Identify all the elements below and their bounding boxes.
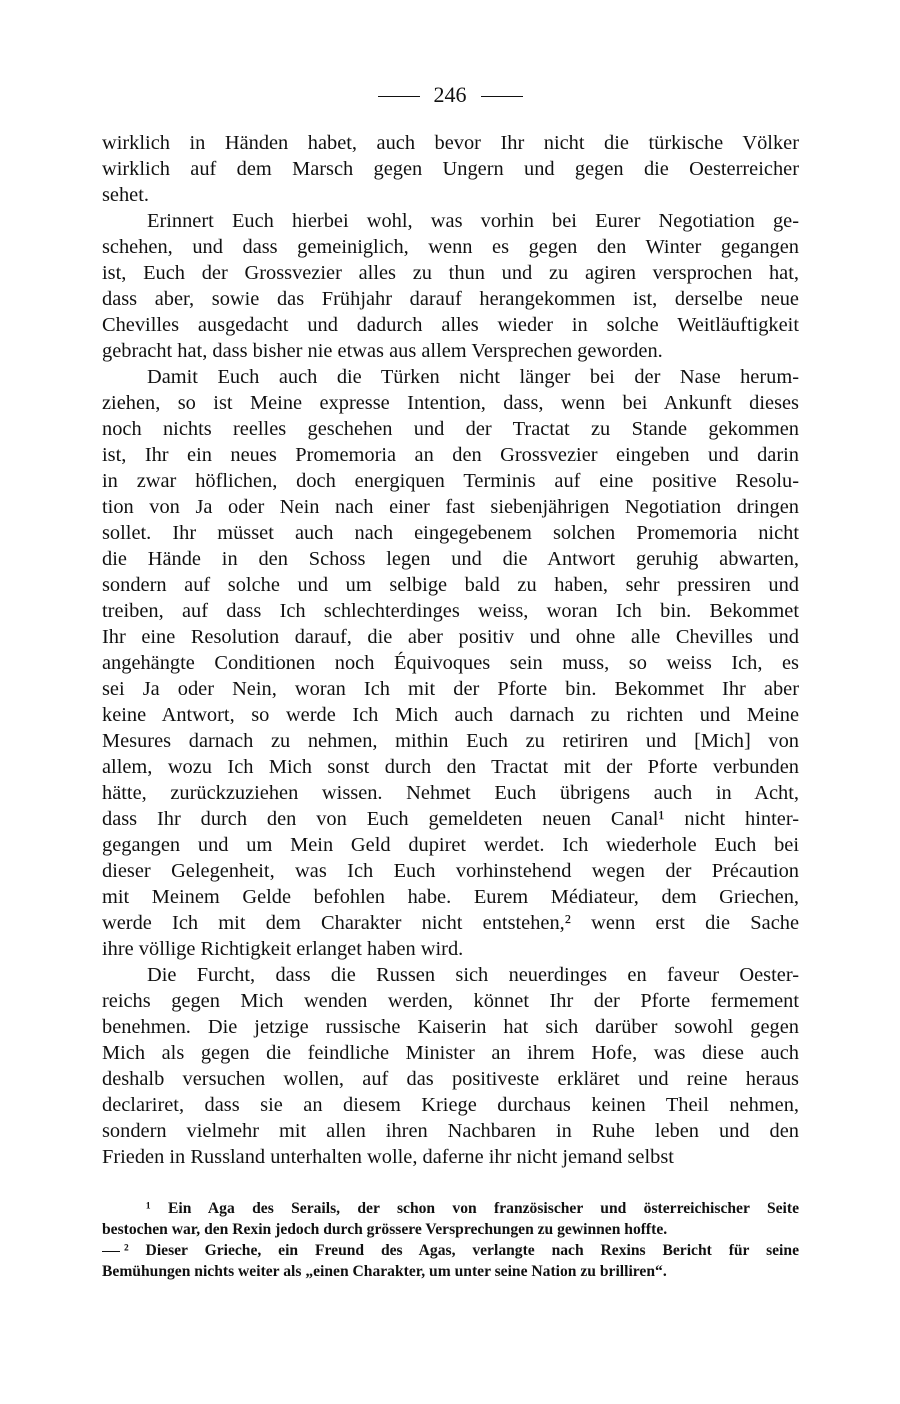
text-line: hätte, zurückzuziehen wissen. Nehmet Euch übrigens auch in Acht, bbox=[102, 782, 799, 804]
text-line: Erinnert Euch hierbei wohl, was vorhin bei Eurer Negotiation ge- bbox=[147, 210, 799, 232]
text-line: sondern vielmehr mit allen ihren Nachbaren in Ruhe leben und den bbox=[102, 1120, 799, 1142]
text-line: dieser Gelegenheit, was Ich Euch vorhinstehend wegen der Précaution bbox=[102, 860, 799, 882]
text-line: gebracht hat, dass bisher nie etwas aus allem Versprechen geworden. bbox=[102, 340, 663, 362]
text-line: sollet. Ihr müsset auch nach eingegebenem solchen Promemoria nicht bbox=[102, 522, 799, 544]
text-line: wirklich auf dem Marsch gegen Ungern und gegen die Oesterreicher bbox=[102, 158, 799, 180]
text-line: die Hände in den Schoss legen und die Antwort geruhig abwarten, bbox=[102, 548, 799, 570]
text-line: allem, wozu Ich Mich sonst durch den Tractat mit der Pforte verbunden bbox=[102, 756, 799, 778]
text-line: dass aber, sowie das Frühjahr darauf herangekommen ist, derselbe neue bbox=[102, 288, 799, 310]
footnotes bbox=[102, 1198, 799, 1282]
text-line: sehet. bbox=[102, 184, 149, 206]
text-line: Mesures darnach zu nehmen, mithin Euch zu retiriren und [Mich] von bbox=[102, 730, 799, 752]
paragraph bbox=[102, 208, 799, 364]
paragraph bbox=[102, 130, 799, 208]
paragraph bbox=[102, 962, 799, 1170]
text-line: tion von Ja oder Nein nach einer fast siebenjährigen Negotiation dringen bbox=[102, 496, 799, 518]
text-line: ist, Ihr ein neues Promemoria an den Grossvezier eingeben und darin bbox=[102, 444, 799, 466]
header-dash-left bbox=[378, 96, 420, 97]
text-line: ihre völlige Richtigkeit erlanget haben wird. bbox=[102, 938, 464, 960]
text-line: Die Furcht, dass die Russen sich neuerdinges en faveur Oester- bbox=[147, 964, 799, 986]
page-number: 246 bbox=[433, 82, 467, 107]
paragraph bbox=[102, 364, 799, 962]
text-line: sondern auf solche und um selbige bald zu haben, sehr pressiren und bbox=[102, 574, 799, 596]
text-line: Ihr eine Resolution darauf, die aber positiv und ohne alle Chevilles und bbox=[102, 626, 799, 648]
text-line: declariret, dass sie an diesem Kriege durchaus keinen Theil nehmen, bbox=[102, 1094, 799, 1116]
text-line: mit Meinem Gelde befohlen habe. Eurem Médiateur, dem Griechen, bbox=[102, 886, 799, 908]
footnote-text: ² Dieser Grieche, ein Freund des Agas, verlangte nach Rexins Bericht für seine bbox=[124, 1242, 799, 1259]
text-line: in zwar höflichen, doch energiquen Terminis auf eine positive Resolu- bbox=[102, 470, 799, 492]
text-line: Damit Euch auch die Türken nicht länger bei der Nase herum- bbox=[147, 366, 799, 388]
text-line: werde Ich mit dem Charakter nicht entstehen,² wenn erst die Sache bbox=[102, 912, 799, 934]
text-line: sei Ja oder Nein, woran Ich mit der Pforte bin. Bekommet Ihr aber bbox=[102, 678, 799, 700]
footnote-line bbox=[102, 1240, 799, 1261]
body-text bbox=[102, 130, 799, 1170]
footnote-line: Bemühungen nichts weiter als „einen Charakter, um unter seine Nation zu brilliren“. bbox=[102, 1263, 667, 1280]
text-line: wirklich in Händen habet, auch bevor Ihr nicht die türkische Völker bbox=[102, 132, 799, 154]
text-line: Mich als gegen die feindliche Minister an ihrem Hofe, was diese auch bbox=[102, 1042, 799, 1064]
text-line: dass Ihr durch den von Euch gemeldeten neuen Canal¹ nicht hinter- bbox=[102, 808, 799, 830]
text-line: schehen, und dass gemeiniglich, wenn es gegen den Winter gegangen bbox=[102, 236, 799, 258]
text-line: gegangen und um Mein Geld dupiret werdet. Ich wiederhole Euch bei bbox=[102, 834, 799, 856]
text-line: reichs gegen Mich wenden werden, könnet Ihr der Pforte fermement bbox=[102, 990, 799, 1012]
text-line: deshalb versuchen wollen, auf das positiveste erkläret und reine heraus bbox=[102, 1068, 799, 1090]
text-line: treiben, auf dass Ich schlechterdinges weiss, woran Ich bin. Bekommet bbox=[102, 600, 799, 622]
footnote-line: ¹ Ein Aga des Serails, der schon von französischer und österreichischer Seite bbox=[146, 1200, 799, 1217]
header-dash-right bbox=[481, 96, 523, 97]
footnote-dash bbox=[102, 1251, 120, 1252]
text-line: Chevilles ausgedacht und dadurch alles wieder in solche Weitläuftigkeit bbox=[102, 314, 799, 336]
text-line: noch nichts reelles geschehen und der Tractat zu Stande gekommen bbox=[102, 418, 799, 440]
text-line: ist, Euch der Grossvezier alles zu thun und zu agiren versprochen hat, bbox=[102, 262, 799, 284]
text-line: angehängte Conditionen noch Équivoques sein muss, so weiss Ich, es bbox=[102, 652, 799, 674]
text-line: keine Antwort, so werde Ich Mich auch darnach zu richten und Meine bbox=[102, 704, 799, 726]
page-header bbox=[0, 82, 900, 108]
text-line: Frieden in Russland unterhalten wolle, daferne ihr nicht jemand selbst bbox=[102, 1146, 674, 1168]
text-line: benehmen. Die jetzige russische Kaiserin hat sich darüber sowohl gegen bbox=[102, 1016, 799, 1038]
footnote-line: bestochen war, den Rexin jedoch durch grössere Versprechungen zu gewinnen hoffte. bbox=[102, 1221, 668, 1238]
text-line: ziehen, so ist Meine expresse Intention, dass, wenn bei Ankunft dieses bbox=[102, 392, 799, 414]
